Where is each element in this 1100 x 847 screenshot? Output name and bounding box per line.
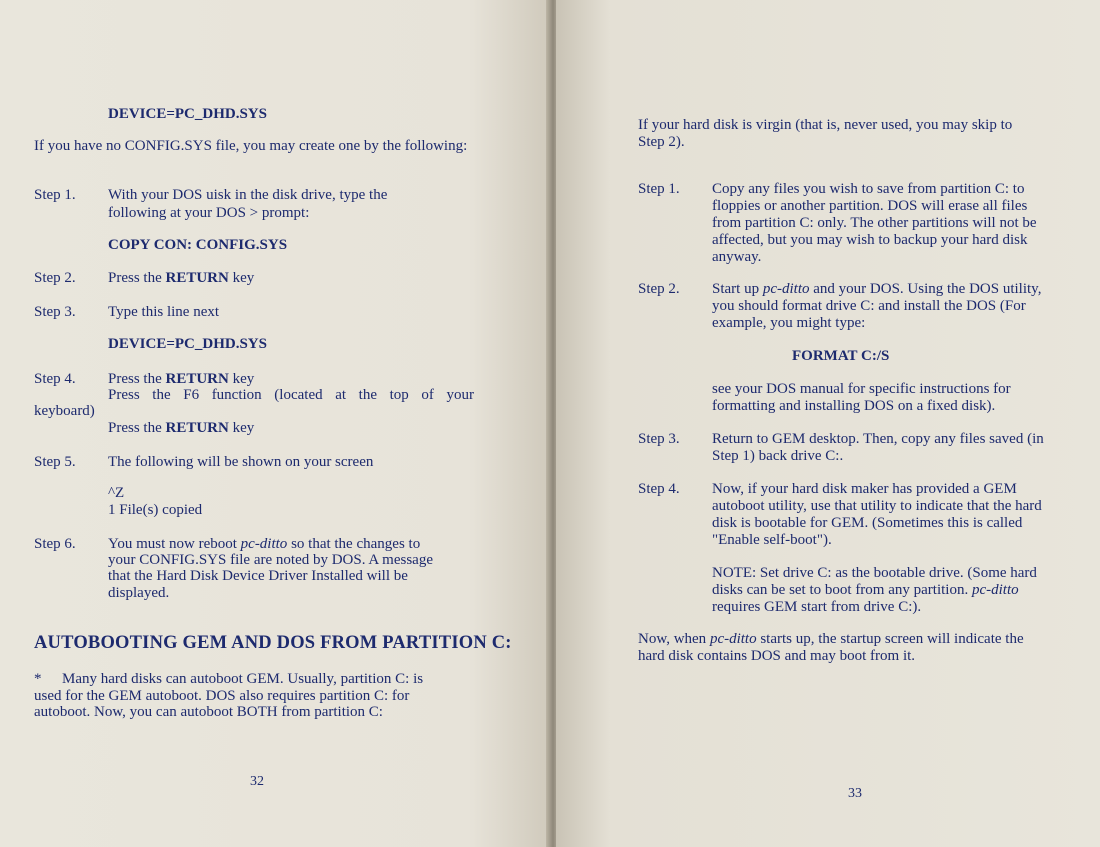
step-6-line-1: You must now reboot pc-ditto so that the changes to [108, 536, 421, 552]
note-line-1: NOTE: Set drive C: as the bootable drive. (Some hard [712, 565, 1037, 581]
step-4-line-4: Press the RETURN key [108, 420, 255, 436]
step-5-label: Step 5. [34, 454, 76, 470]
intro-line-1: If your hard disk is virgin (that is, never used, you may skip to [638, 117, 1013, 133]
step-5-text: The following will be shown on your screen [108, 454, 374, 470]
copy-con-command: COPY CON: CONFIG.SYS [108, 237, 288, 253]
step-1-line-5: anyway. [712, 249, 762, 265]
intro-paragraph: If you have no CONFIG.SYS file, you may create one by the following: [34, 138, 468, 154]
device-line-1: DEVICE=PC_DHD.SYS [108, 106, 267, 122]
see-manual-line-1: see your DOS manual for specific instructions for [712, 381, 1011, 397]
step-4-line-4: "Enable self-boot"). [712, 532, 832, 548]
page-number-right: 33 [848, 786, 862, 801]
step-4-label: Step 4. [638, 481, 680, 497]
outro-line-2: hard disk contains DOS and may boot from it. [638, 648, 916, 664]
step-2-line-2: you should format drive C: and install the DOS (For [712, 298, 1026, 314]
see-manual-line-2: formatting and installing DOS on a fixed disk). [712, 398, 996, 414]
step-4-line-1: Now, if your hard disk maker has provided a GEM [712, 481, 1017, 497]
autoboot-line-3: autoboot. Now, you can autoboot BOTH from partition C: [34, 704, 383, 720]
step-1-line-2: following at your DOS > prompt: [108, 205, 310, 221]
bullet-marker: * [34, 671, 42, 687]
step-1-label: Step 1. [638, 181, 680, 197]
step-1-line-2: floppies or another partition. DOS will erase all files [712, 198, 1028, 214]
right-page [556, 0, 1100, 847]
section-heading: AUTOBOOTING GEM AND DOS FROM PARTITION C: [34, 633, 512, 653]
step-4-line-1: Press the RETURN key [108, 371, 255, 387]
outro-line-1: Now, when pc-ditto starts up, the startup screen will indicate the [638, 631, 1024, 647]
files-copied-output: 1 File(s) copied [108, 502, 203, 518]
autoboot-line-1: Many hard disks can autoboot GEM. Usually, partition C: is [62, 671, 424, 687]
autoboot-line-2: used for the GEM autoboot. DOS also requires partition C: for [34, 688, 410, 704]
step-2-line-3: example, you might type: [712, 315, 866, 331]
step-2-label: Step 2. [638, 281, 680, 297]
step-4-line-2: autoboot utility, use that utility to indicate that the hard [712, 498, 1042, 514]
step-1-line-1: With your DOS uisk in the disk drive, type the [108, 187, 388, 203]
step-6-label: Step 6. [34, 536, 76, 552]
step-1-line-4: affected, but you may wish to backup your hard disk [712, 232, 1028, 248]
step-3-line-2: Step 1) back drive C:. [712, 448, 844, 464]
step-3-label: Step 3. [638, 431, 680, 447]
step-3-text: Type this line next [108, 304, 220, 320]
step-1-line-3: from partition C: only. The other partitions will not be [712, 215, 1037, 231]
note-line-3: requires GEM start from drive C:). [712, 599, 922, 615]
step-2-text: Press the RETURN key [108, 270, 255, 286]
format-command: FORMAT C:/S [792, 348, 890, 364]
step-3-label: Step 3. [34, 304, 76, 320]
step-2-line-1: Start up pc-ditto and your DOS. Using the DOS utility, [712, 281, 1042, 297]
step-1-label: Step 1. [34, 187, 76, 203]
step-3-line-1: Return to GEM desktop. Then, copy any files saved (in [712, 431, 1044, 447]
step-4-line-2: Press the F6 function (located at the top of your [108, 387, 474, 403]
step-4-line-3: keyboard) [34, 403, 95, 419]
step-4-label: Step 4. [34, 371, 76, 387]
intro-line-2: Step 2). [638, 134, 685, 150]
step-1-line-1: Copy any files you wish to save from partition C: to [712, 181, 1025, 197]
step-6-line-4: displayed. [108, 585, 170, 601]
device-line-2: DEVICE=PC_DHD.SYS [108, 336, 267, 352]
step-6-line-3: that the Hard Disk Device Driver Installed will be [108, 568, 408, 584]
ctrl-z-output: ^Z [108, 485, 125, 501]
page-number-left: 32 [250, 774, 264, 789]
step-6-line-2: your CONFIG.SYS file are noted by DOS. A message [108, 552, 433, 568]
step-4-line-3: disk is bootable for GEM. (Sometimes this is called [712, 515, 1023, 531]
step-2-label: Step 2. [34, 270, 76, 286]
note-line-2: disks can be set to boot from any partition. pc-ditto [712, 582, 1019, 598]
